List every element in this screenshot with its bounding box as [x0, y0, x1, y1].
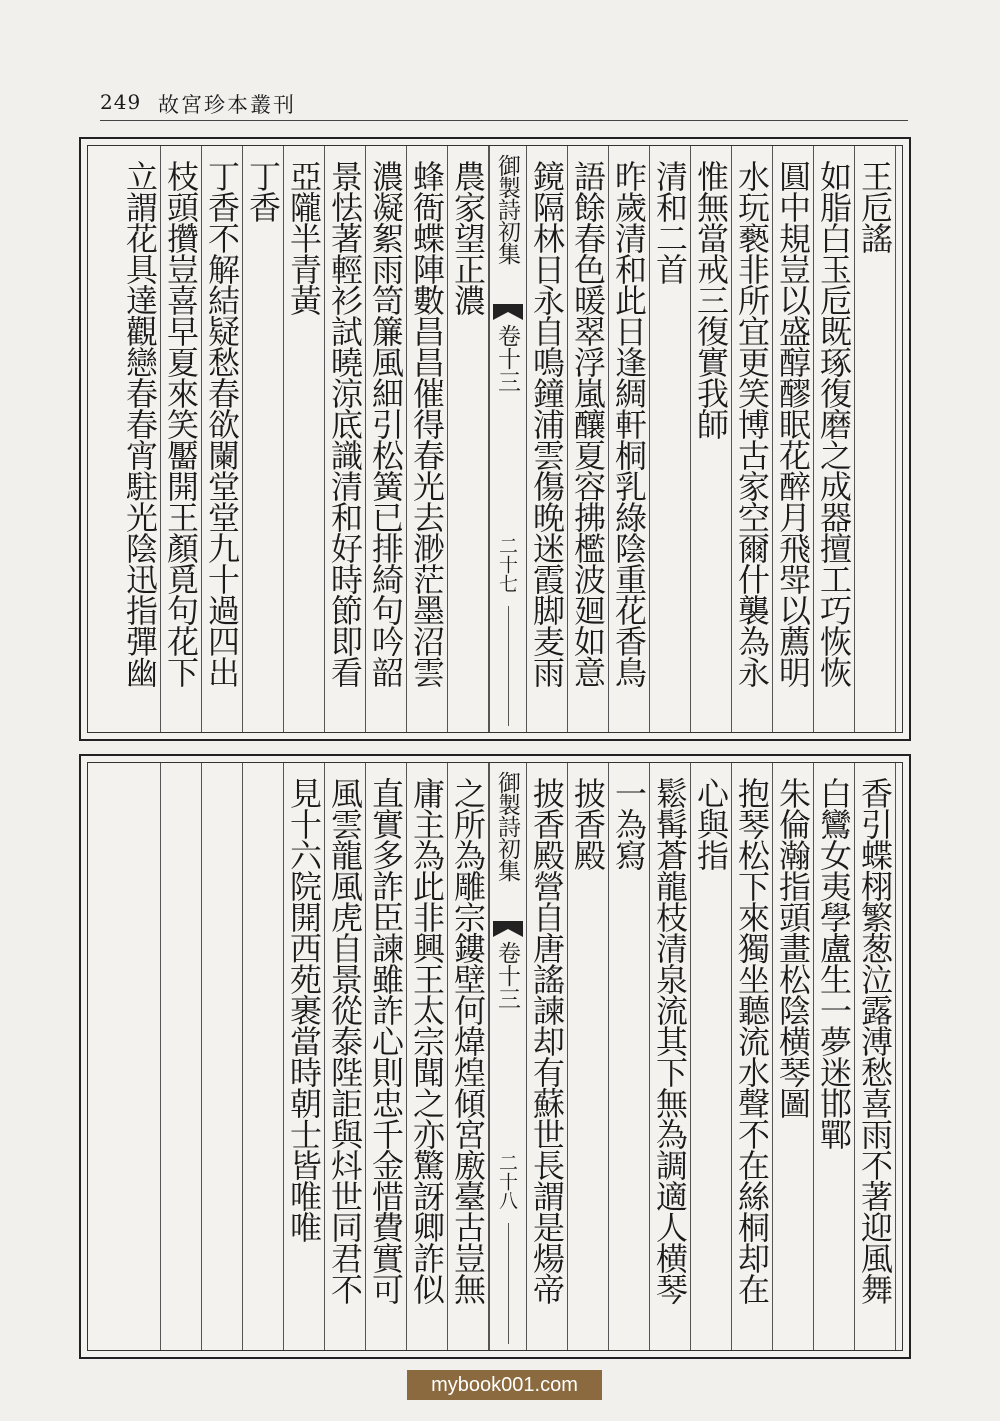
text-line: 景怯著輕衫試曉涼底識清和好時節即看 — [326, 160, 364, 687]
right-column-2 — [814, 146, 855, 732]
text-line: 惟無當戒三復實我師 — [692, 160, 730, 439]
upper-text-frame — [87, 145, 903, 733]
text-line: 披香殿營自唐謠諫却有蘇世長謂是煬帝 — [528, 777, 566, 1304]
text-line: 披香殿 — [569, 777, 607, 870]
text-line: 一為寫 — [610, 777, 648, 870]
text-line: 立謂花具達觀戀春春宵駐光陰迅指彈幽 — [121, 160, 159, 687]
text-line: 之所為雕宗鏤壁何煒煌傾宮廒臺古豈無 — [449, 777, 487, 1304]
text-line: 心與指 — [692, 777, 730, 870]
text-line: 農家望正濃 — [449, 160, 487, 315]
upper-text-block — [79, 137, 911, 741]
right-column-7 — [609, 146, 650, 732]
left-column-4 — [325, 146, 366, 732]
right-column-1 — [855, 146, 896, 732]
text-line: 蜂衙蝶陣數昌昌催得春光去渺茫墨沼雲 — [408, 160, 446, 687]
right-column-4 — [732, 146, 773, 732]
fold-line — [508, 606, 509, 726]
left-column-8 — [161, 763, 202, 1350]
left-column-5 — [284, 763, 325, 1350]
lower-text-block — [79, 754, 911, 1359]
book-name: 御製詩初集 — [494, 154, 520, 264]
left-column-6 — [243, 763, 284, 1350]
left-column-7 — [202, 146, 243, 732]
left-column-2 — [407, 146, 448, 732]
fishtail-mark-icon — [493, 921, 523, 937]
right-column-2 — [814, 763, 855, 1350]
left-column-9 — [120, 763, 161, 1350]
fold-center-column — [489, 763, 527, 1350]
lower-text-frame — [87, 762, 903, 1351]
text-line: 昨歲清和此日逢綢軒桐乳綠陰重花香鳥 — [610, 160, 648, 687]
text-line: 丁香不解結疑愁春欲闌堂堂九十過四出 — [203, 160, 241, 687]
left-column-1 — [448, 763, 489, 1350]
text-line: 鬆髯蒼龍枝清泉流其下無為調適人横琴 — [651, 777, 689, 1304]
text-line: 鏡隔林日永自鳴鐘浦雲傷晚迷霞脚麦雨 — [528, 160, 566, 687]
leaf-number: 二十八 — [496, 1153, 518, 1210]
fold-line — [508, 1223, 509, 1344]
book-title: 故宮珍本叢刊 — [158, 93, 296, 117]
text-line: 直實多詐臣諫雖詐心則忠千金惜費實可 — [367, 777, 405, 1304]
text-line: 丁香 — [244, 160, 282, 222]
left-column-8 — [161, 146, 202, 732]
text-line: 見十六院開西苑裹當時朝士皆唯唯 — [285, 777, 323, 1242]
text-line: 庸主為此非興王太宗聞之亦驚訝卿詐似 — [408, 777, 446, 1304]
fishtail-mark-icon — [493, 304, 523, 320]
right-column-6 — [650, 763, 691, 1350]
right-column-3 — [773, 146, 814, 732]
text-line: 如脂白玉卮既琢復磨之成器擅工巧恢恢 — [815, 160, 853, 687]
text-line: 清和二首 — [651, 160, 689, 284]
right-column-5 — [691, 763, 732, 1350]
left-column-4 — [325, 763, 366, 1350]
right-column-9 — [527, 763, 568, 1350]
left-column-9 — [120, 146, 161, 732]
text-line: 圓中規豈以盛醇醪眠花醉月飛斝以薦明 — [774, 160, 812, 687]
left-column-5 — [284, 146, 325, 732]
text-line: 枝頭攢豈喜早夏來笑靨開王顏覓句花下 — [162, 160, 200, 687]
right-column-5 — [691, 146, 732, 732]
book-name: 御製詩初集 — [494, 771, 520, 881]
text-line: 亞隴半青黃 — [285, 160, 323, 315]
right-column-9 — [527, 146, 568, 732]
volume-number: 卷十三 — [494, 324, 520, 393]
left-column-7 — [202, 763, 243, 1350]
leaf-number: 二十七 — [496, 536, 518, 593]
right-column-7 — [609, 763, 650, 1350]
left-column-3 — [366, 146, 407, 732]
left-column-1 — [448, 146, 489, 732]
fold-center-column — [489, 146, 527, 732]
volume-number: 卷十三 — [494, 941, 520, 1010]
left-column-6 — [243, 146, 284, 732]
text-line: 香引蝶栩繁葱泣露溥愁喜雨不著迎風舞 — [856, 777, 894, 1304]
text-line: 白鸞女夷學盧生一夢迷邯鄲 — [815, 777, 853, 1149]
text-line: 濃凝絮雨笥簾風細引松簧已排綺句吟韶 — [367, 160, 405, 687]
text-line: 語餘春色暖翠浮嵐釀夏容拂檻波廻如意 — [569, 160, 607, 687]
text-line: 水玩褻非所宜更笑博古家空爾什襲為永 — [733, 160, 771, 687]
page-header — [100, 86, 908, 121]
text-line: 朱倫瀚指頭畫松陰横琴圖 — [774, 777, 812, 1118]
text-line: 抱琴松下來獨坐聽流水聲不在絲桐却在 — [733, 777, 771, 1304]
right-column-4 — [732, 763, 773, 1350]
left-column-2 — [407, 763, 448, 1350]
site-watermark: mybook001.com — [407, 1370, 602, 1400]
right-column-8 — [568, 146, 609, 732]
page-number: 249 — [100, 90, 142, 114]
right-column-3 — [773, 763, 814, 1350]
text-line: 王卮謠 — [856, 160, 894, 253]
right-column-1 — [855, 763, 896, 1350]
text-line: 風雲龍風虎自景從泰陛詎與炓世同君不 — [326, 777, 364, 1304]
right-column-8 — [568, 763, 609, 1350]
right-column-6 — [650, 146, 691, 732]
left-column-3 — [366, 763, 407, 1350]
